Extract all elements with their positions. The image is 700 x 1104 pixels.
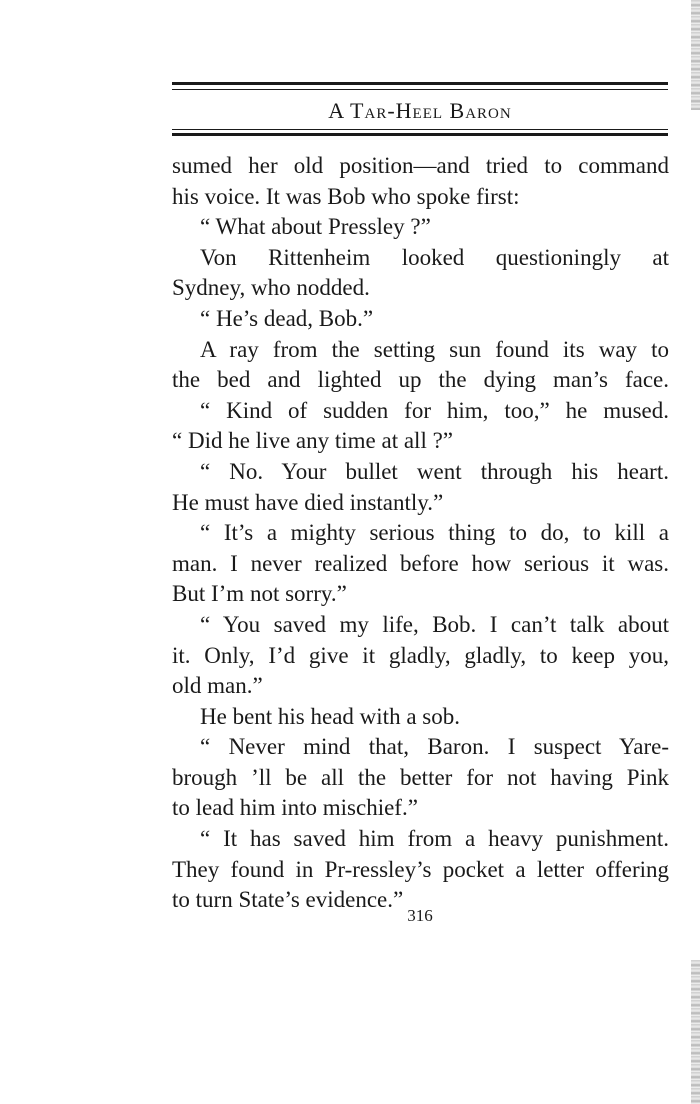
body-text (172, 151, 669, 916)
text-line: “ What about Pressley ?” (200, 214, 431, 240)
text-line: But I’m not sorry.” (172, 581, 347, 607)
text-line: it. Only, I’d give it gladly, gladly, to keep you, (172, 642, 669, 668)
text-line: “ He’s dead, Bob.” (200, 305, 374, 331)
text-line: They found in Pr-ressley’s pocket a letter offering (172, 856, 669, 882)
text-line: “ Never mind that, Baron. I suspect Yare- (200, 734, 669, 760)
text-line: “ Kind of sudden for him, too,” he mused. (200, 397, 669, 423)
header-rule-bottom-thick (172, 133, 668, 136)
text-line: “ It’s a mighty serious thing to do, to kill a (200, 520, 669, 546)
page-edge-shading-top (691, 0, 700, 110)
running-head: A Tar-Heel Baron (328, 98, 512, 123)
text-line: his voice. It was Bob who spoke first: (172, 183, 520, 209)
text-line: to lead him into mischief.” (172, 795, 418, 821)
text-line: sumed her old position—and tried to command (172, 153, 669, 178)
text-line: the bed and lighted up the dying man’s face. (172, 367, 669, 393)
text-line: man. I never realized before how serious it was. (172, 550, 669, 576)
header-rule-top-thick (172, 82, 668, 85)
text-line: Sydney, who nodded. (172, 275, 370, 301)
text-line: brough ’ll be all the better for not having Pink (172, 764, 669, 790)
text-line: “ No. Your bullet went through his heart. (200, 458, 669, 484)
text-line: “ You saved my life, Bob. I can’t talk about (200, 611, 669, 637)
text-line: “ It has saved him from a heavy punishment. (200, 826, 669, 852)
header-rule-top-thin (172, 89, 668, 90)
header-rule-bottom-thin (172, 129, 668, 130)
text-line: old man.” (172, 673, 263, 699)
page-edge-shading-bottom (691, 960, 700, 1104)
text-line: He bent his head with a sob. (200, 703, 460, 729)
page-number: 316 (407, 906, 433, 925)
text-line: He must have died instantly.” (172, 489, 444, 515)
text-line: Von Rittenheim looked questioningly at (200, 244, 669, 270)
text-line: to turn State’s evidence.” (172, 887, 404, 913)
text-line: “ Did he live any time at all ?” (172, 428, 453, 454)
text-line: A ray from the setting sun found its way to (200, 336, 669, 362)
